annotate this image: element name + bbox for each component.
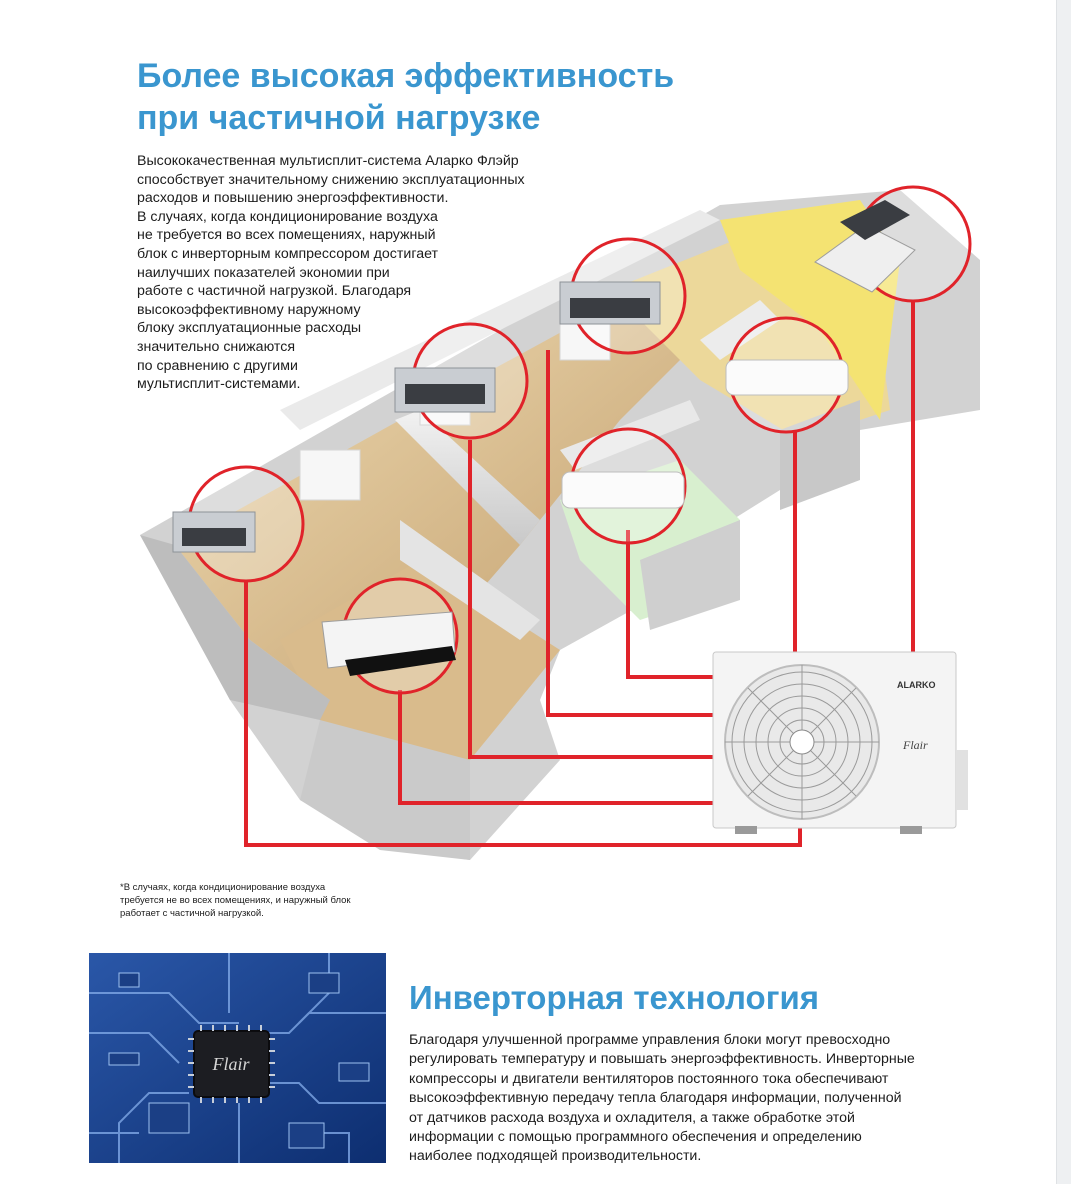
intro-line: блок с инверторным компрессором достигает: [137, 245, 438, 262]
footnote-line: требуется не во всех помещениях, и наружный блок: [120, 895, 351, 906]
outdoor-unit: [713, 652, 968, 834]
footnote: [120, 881, 400, 920]
footnote-line: работает с частичной нагрузкой.: [120, 908, 264, 919]
intro-line: мультисплит-системами.: [137, 376, 301, 393]
footnote-line: *В случаях, когда кондиционирование воздуха: [120, 882, 326, 893]
inverter-line: высокоэффективную передачу тепла благодаря информации, полученной: [409, 1090, 902, 1107]
outdoor-brand-label: ALARKO: [897, 680, 936, 690]
intro-line: значительно снижаются: [137, 338, 296, 355]
intro-line: по сравнению с другими: [137, 357, 298, 374]
chip-label: Flair: [212, 1054, 250, 1074]
intro-line: способствует значительному снижению эксплуатационных: [137, 171, 525, 188]
inverter-paragraph: [409, 1031, 1009, 1167]
intro-line: наилучших показателей экономии при: [137, 264, 390, 281]
title-line-2: при частичной нагрузке: [137, 99, 541, 137]
title-line-1: Более высокая эффективность: [137, 57, 675, 95]
intro-line: не требуется во всех помещениях, наружный: [137, 227, 436, 244]
intro-line: В случаях, когда кондиционирование воздуха: [137, 208, 438, 225]
inverter-line: регулировать температуру и повышать энергоэффективность. Инверторные: [409, 1051, 915, 1068]
inverter-line: наиболее подходящей производительности.: [409, 1148, 702, 1165]
inverter-line: Благодаря улучшенной программе управления блоки могут превосходно: [409, 1032, 891, 1048]
outdoor-model-label: Flair: [903, 738, 928, 752]
intro-line: блоку эксплуатационные расходы: [137, 320, 362, 337]
intro-line: Высококачественная мультисплит-система Аларко Флэйр: [137, 153, 519, 169]
intro-paragraph: [137, 152, 597, 394]
window-1: [300, 450, 360, 500]
intro-line: высокоэффективному наружному: [137, 301, 361, 318]
circuit-board-image: [89, 953, 386, 1163]
inverter-line: компрессоры и двигатели вентиляторов постоянного тока обеспечивают: [409, 1070, 889, 1087]
intro-line: расходов и повышению энергоэффективности.: [137, 190, 449, 207]
section-title-inverter: Инверторная технология: [409, 979, 820, 1016]
inverter-line: информации с помощью программного обеспечения и определению: [409, 1129, 862, 1146]
intro-line: работе с частичной нагрузкой. Благодаря: [137, 283, 412, 300]
inverter-line: от датчиков расхода воздуха и охладителя, а также обработке этой: [409, 1109, 855, 1126]
